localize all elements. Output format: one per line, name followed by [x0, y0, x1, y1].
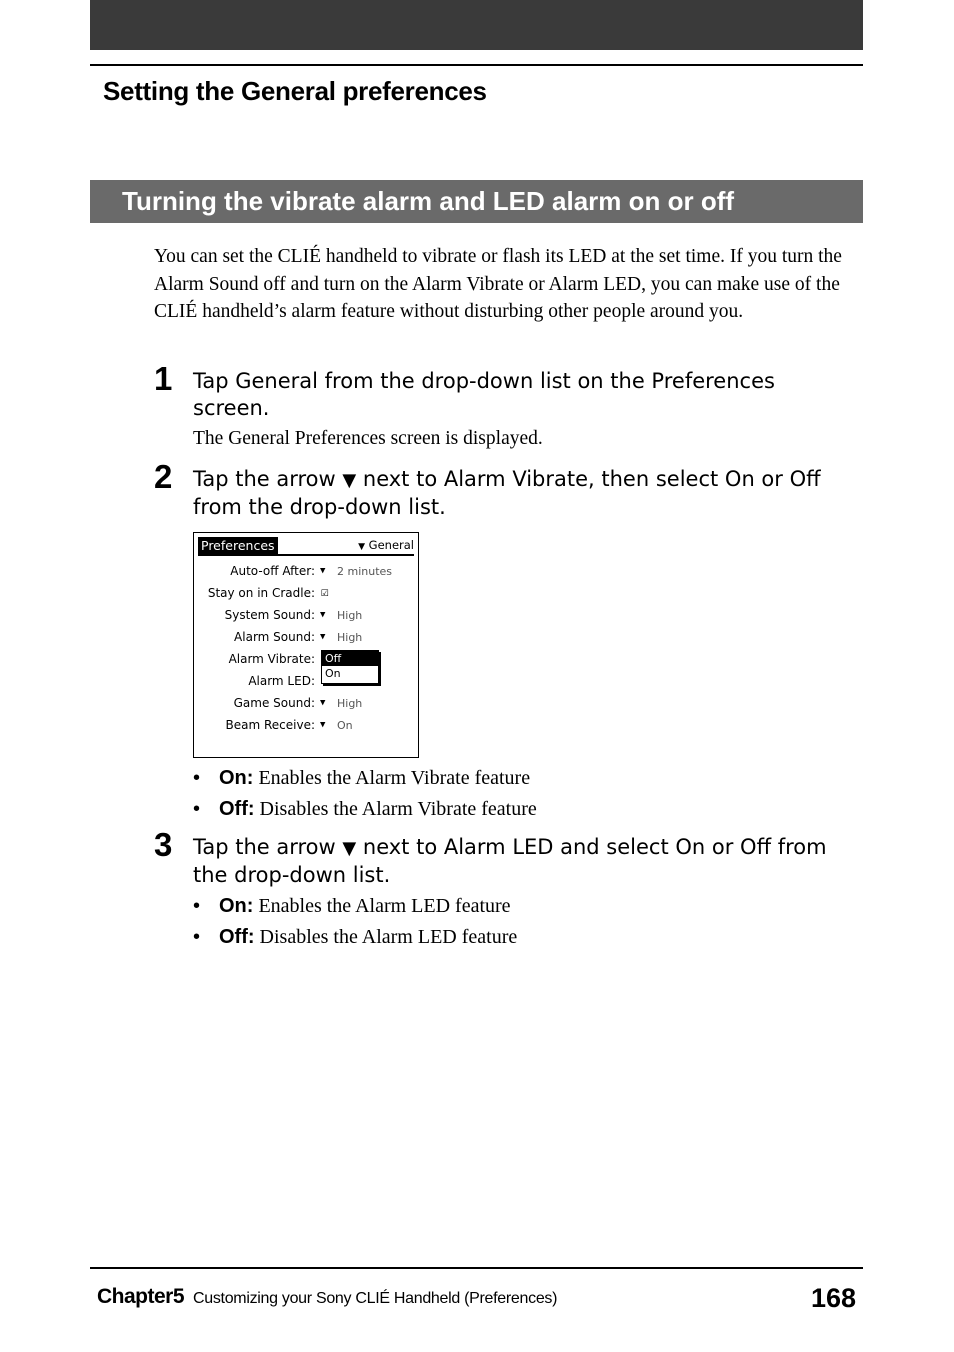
pref-label: Alarm Sound: — [234, 630, 315, 644]
step-1-result: The General Preferences screen is displayed. — [193, 428, 543, 449]
triangle-down-icon: ▼ — [342, 470, 357, 491]
step-2-text — [193, 466, 858, 521]
pref-value[interactable]: High — [337, 631, 363, 644]
step-2-text-before: Tap the arrow — [193, 467, 343, 491]
step-2-bullets — [193, 766, 537, 828]
device-title: Preferences — [198, 537, 278, 554]
step-2-number: 2 — [154, 458, 173, 495]
header-rule — [90, 64, 863, 66]
popup-option-on[interactable]: On — [325, 667, 341, 680]
pref-label: Alarm Vibrate: — [228, 652, 315, 666]
step-1-number: 1 — [154, 360, 173, 397]
triangle-down-icon: ▼ — [358, 542, 366, 552]
pref-row-alarm-vibrate — [194, 652, 418, 668]
pref-value[interactable]: High — [337, 697, 363, 710]
pref-label: Beam Receive: — [225, 718, 315, 732]
subsection-banner — [90, 180, 863, 223]
alarm-vibrate-popup-list — [321, 650, 379, 684]
category-label: General — [368, 538, 414, 552]
list-item: • Off: Disables the Alarm Vibrate feature — [193, 797, 537, 828]
top-header-bar — [90, 0, 863, 50]
pref-row-alarm-sound — [194, 630, 418, 646]
pref-row-beam-receive — [194, 718, 418, 734]
checkbox-checked-icon[interactable]: ☑ — [321, 585, 329, 600]
pref-label: Auto-off After: — [230, 564, 315, 578]
step-3-text — [193, 834, 858, 889]
step-3-text-before: Tap the arrow — [193, 835, 343, 859]
category-picker[interactable] — [358, 538, 414, 552]
section-title: Setting the General preferences — [103, 76, 487, 106]
triangle-down-icon: ▼ — [342, 838, 357, 859]
pref-value[interactable]: High — [337, 609, 363, 622]
device-title-rule — [198, 554, 414, 556]
pref-label: Game Sound: — [233, 696, 315, 710]
intro-paragraph: You can set the CLIÉ handheld to vibrate or flash its LED at the set time. If you turn the Alarm Sound off and turn on the Alarm Vibrate or Alarm LED, you can make use of the CLIÉ handheld’s alarm feature without disturbing other people around you. — [154, 246, 842, 322]
triangle-down-icon[interactable]: ▼ — [320, 610, 326, 620]
pref-row-stay-on-cradle — [194, 586, 418, 602]
pref-row-game-sound — [194, 696, 418, 712]
triangle-down-icon[interactable]: ▼ — [320, 566, 326, 576]
list-item: • Off: Disables the Alarm LED feature — [193, 925, 517, 956]
pref-row-alarm-led — [194, 674, 418, 690]
list-item: • On: Enables the Alarm Vibrate feature — [193, 766, 537, 797]
pref-label: Stay on in Cradle: — [207, 586, 315, 600]
pref-row-auto-off — [194, 564, 418, 580]
triangle-down-icon[interactable]: ▼ — [320, 720, 326, 730]
step-3-bullets — [193, 894, 517, 956]
footer-chapter-title: Customizing your Sony CLIÉ Handheld (Preferences) — [193, 1290, 558, 1307]
step-1-text: Tap General from the drop-down list on the Preferences screen. — [193, 369, 775, 420]
pref-label: System Sound: — [224, 608, 315, 622]
pref-value[interactable]: 2 minutes — [337, 565, 393, 578]
page-number: 168 — [810, 1283, 856, 1313]
list-item: • On: Enables the Alarm LED feature — [193, 894, 517, 925]
footer-rule — [90, 1267, 863, 1269]
pref-value[interactable]: On — [337, 719, 353, 732]
footer-chapter: Chapter5 — [97, 1285, 185, 1308]
step-2-text-after: next to Alarm Vibrate, then select On or Off from the drop-down list. — [193, 467, 821, 519]
pref-row-system-sound — [194, 608, 418, 624]
triangle-down-icon[interactable]: ▼ — [320, 632, 326, 642]
triangle-down-icon[interactable]: ▼ — [320, 698, 326, 708]
subsection-title: Turning the vibrate alarm and LED alarm on or off — [122, 186, 735, 216]
step-3-number: 3 — [154, 826, 173, 863]
general-preferences-screenshot — [193, 532, 419, 758]
step-3-text-after: next to Alarm LED and select On or Off from the drop-down list. — [193, 835, 827, 887]
pref-label: Alarm LED: — [248, 674, 315, 688]
popup-option-off[interactable]: Off — [322, 651, 378, 666]
